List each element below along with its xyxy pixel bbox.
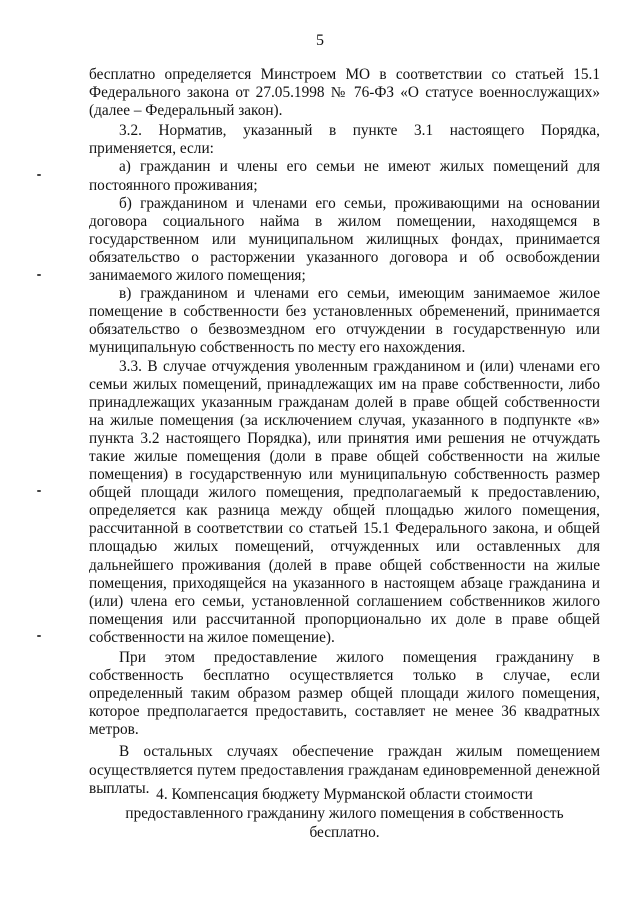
document-body <box>89 66 600 798</box>
list-item-b: б) гражданином и членами его семьи, проживающими на основании договора социального найма в жилом помещении, находящемся в государственном или муниципальном жилищных фондах, принимается обязательство о расторжении указанного договора и об освобождении занимаемого жилого помещения; <box>89 194 600 285</box>
list-item-a: а) гражданин и члены его семьи не имеют жилых помещений для постоянного проживания; <box>89 158 600 194</box>
paragraph-3-3: 3.3. В случае отчуждения уволенным гражданином и (или) членами его семьи жилых помещений, принадлежащих им на праве собственности, либо принадлежащих указанным гражданам долей в праве общей собственности на жилые помещения (за исключением случая, указанного в подпункте «в» пункта 3.2 настоящего Порядка), или принятия ими решения не отчуждать такие жилые помещения (доли в праве общей собственности на жилые помещения) в государственную или муниципальную собственность размер общей площади жилого помещения, предполагаемый к предоставлению, определяется как разница между общей площадью жилого помещения, рассчитанной в соответствии со статьей 15.1 Федерального закона, и общей площадью жилых помещений, отчужденных или оставленных для дальнейшего проживания (долей в праве общей собственности на жилые помещения, приходящейся на указанного в настоящем абзаце гражданина и (или) члена его семьи, установленной соглашением собственников жилого помещения или рассчитанной пропорционально их доле в праве общей собственности на жилое помещение). <box>89 357 600 646</box>
section-heading <box>89 785 600 842</box>
paragraph-other-cases: В остальных случаях обеспечение граждан жилым помещением осуществляется путем предоставления гражданам единовременной денежной выплаты. <box>89 743 600 797</box>
scan-speck <box>37 490 41 492</box>
paragraph-3-2: 3.2. Норматив, указанный в пункте 3.1 настоящего Порядка, применяется, если: <box>89 122 600 158</box>
scan-speck <box>37 274 41 276</box>
paragraph-exception: При этом предоставление жилого помещения гражданину в собственность бесплатно осуществляется только в случае, если определенный таким образом размер общей площади жилого помещения, которое предполагается предоставить, составляет не менее 36 квадратных метров. <box>89 649 600 739</box>
list-item-v: в) гражданином и членами его семьи, имеющим занимаемое жилое помещение в собственности без установленных обременений, принимается обязательство о безвозмездном его отчуждении в государственную или муниципальную собственность по месту его нахождения. <box>89 285 600 357</box>
section-heading-line: бесплатно. <box>309 824 380 841</box>
scan-speck <box>37 635 41 637</box>
scan-speck <box>37 174 41 176</box>
section-heading-line: предоставленного гражданину жилого помещения в собственность <box>125 805 564 822</box>
paragraph-continuation: бесплатно определяется Минстроем МО в соответствии со статьей 15.1 Федерального закона от 27.05.1998 № 76-ФЗ «О статусе военнослужащих» (далее – Федеральный закон). <box>89 66 600 120</box>
page-number: 5 <box>316 32 324 49</box>
section-heading-line: 4. Компенсация бюджету Мурманской области стоимости <box>156 786 533 803</box>
